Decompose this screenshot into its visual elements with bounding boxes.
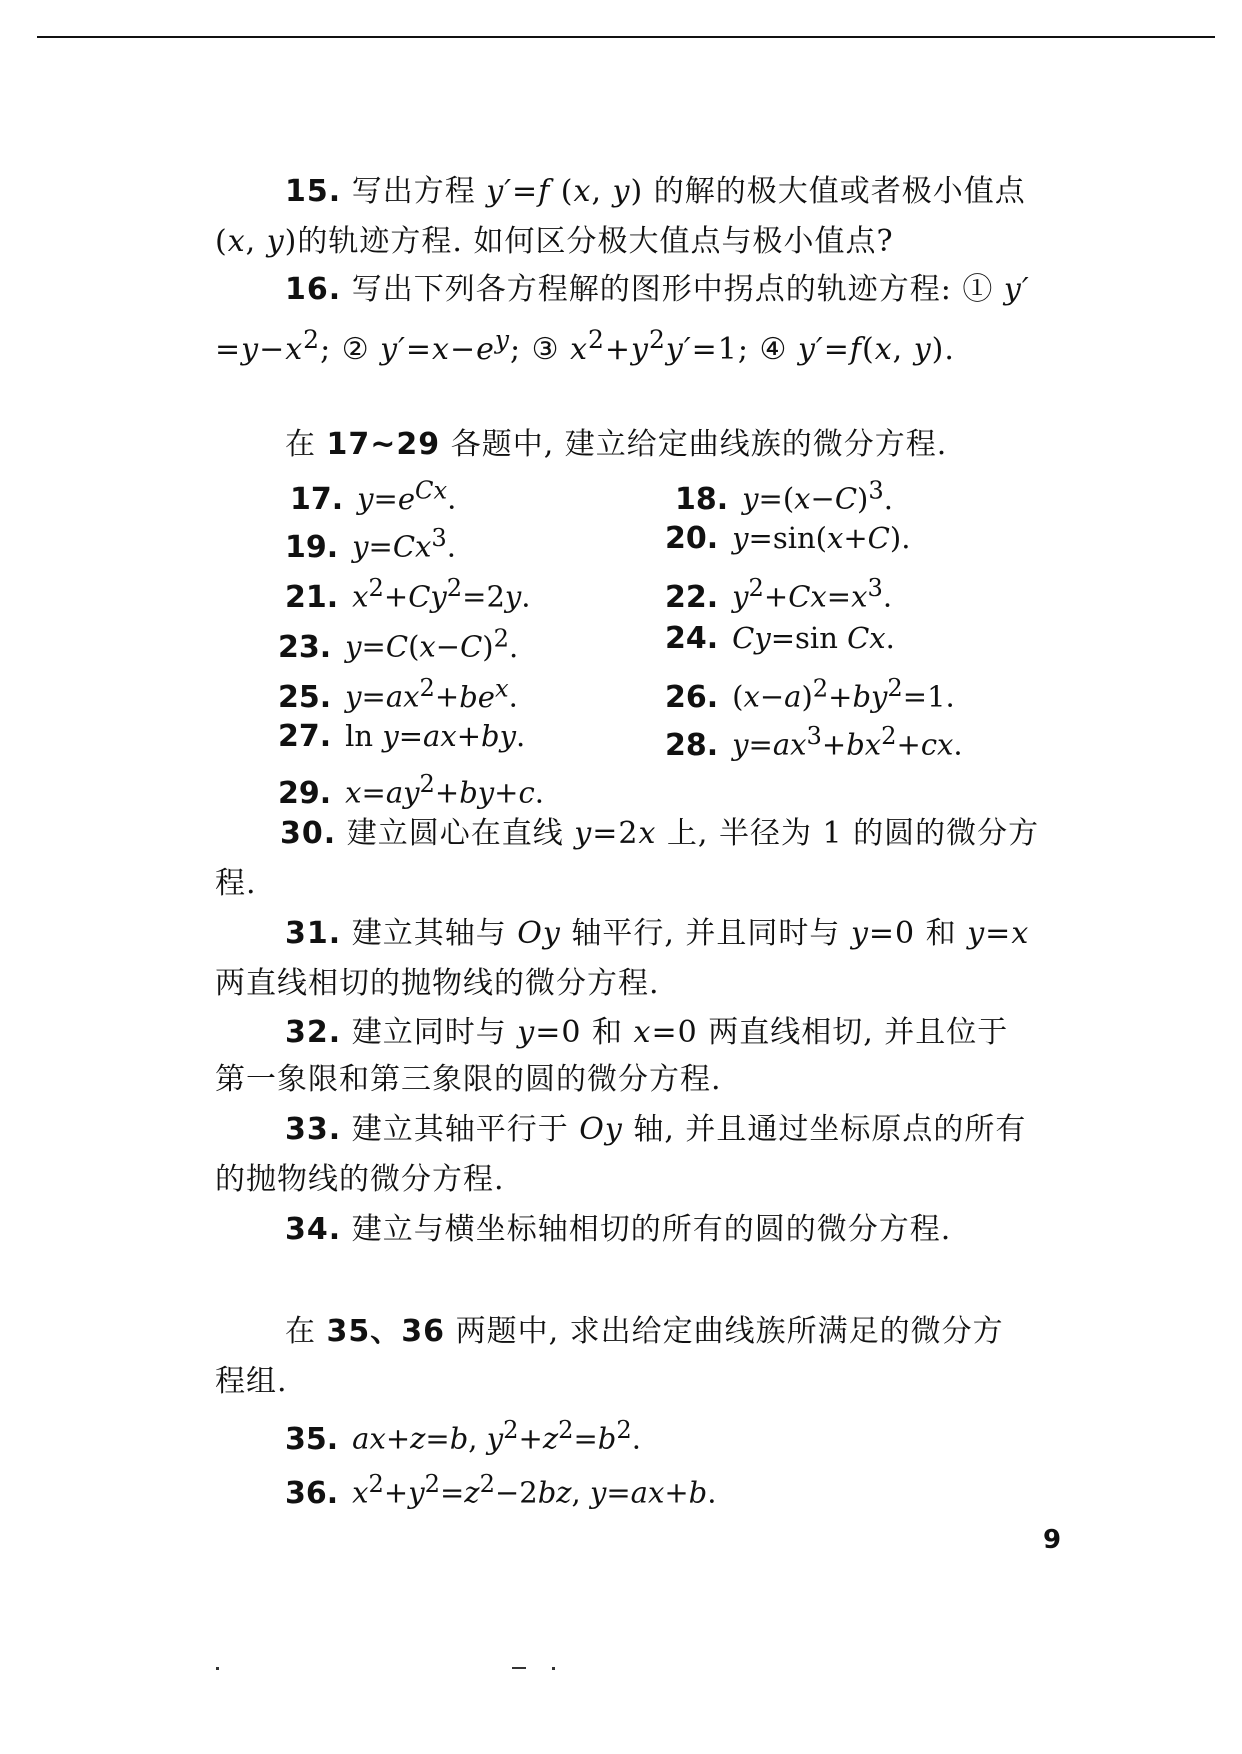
problem-25: 25. $y=ax^2+be^x$. (278, 674, 518, 715)
problem-18: 18. $y=(x-C)^3$. (675, 476, 893, 517)
problem-30-line1: 30. 建立圆心在直线 y=2x 上, 半径为 1 的圆的微分方 (280, 816, 1040, 851)
problem-16-line2: $=y-x^2$; ② $y'=x-e^y$; ③ $x^2+y^2y'=1$; ④ y′=f(x, y). (215, 325, 955, 367)
problem-20: 20. y=sin(x+C). (665, 521, 911, 556)
problem-number: 32. (285, 1015, 342, 1050)
scan-speck (216, 1667, 219, 1670)
problem-31-line1: 31. 建立其轴与 Oy 轴平行, 并且同时与 y=0 和 y=x (285, 916, 1030, 951)
problem-15-line2: (x, y)的轨迹方程. 如何区分极大值点与极小值点? (215, 224, 894, 259)
problem-number: 34. (285, 1212, 342, 1247)
problem-16-line1: 16. 写出下列各方程解的图形中拐点的轨迹方程: ① y′ (285, 272, 1030, 307)
problem-number: 33. (285, 1112, 342, 1147)
problem-32-line1: 32. 建立同时与 y=0 和 x=0 两直线相切, 并且位于 (285, 1015, 1009, 1050)
problem-number: 16. (285, 272, 342, 307)
problem-27: 27. ln y=ax+by. (278, 719, 526, 754)
problem-33-line2: 的抛物线的微分方程. (215, 1162, 505, 1197)
problem-24: 24. Cy=sin Cx. (665, 621, 895, 656)
section-heading-35-36-line2: 程组. (215, 1364, 288, 1399)
header-rule (37, 36, 1215, 38)
problem-36: 36. $x^2+y^2=z^2-2bz$, y=ax+b. (285, 1470, 717, 1511)
scan-speck (552, 1667, 555, 1670)
problem-21: 21. $x^2+Cy^2=2y$. (285, 574, 531, 615)
page-number: 9 (1043, 1525, 1062, 1555)
problem-32-line2: 第一象限和第三象限的圆的微分方程. (215, 1062, 722, 1097)
problem-23: 23. $y=C(x-C)^2$. (278, 624, 519, 665)
problem-17: 17. $y=e^{Cx}$. (290, 476, 457, 517)
problem-29: 29. $x=ay^2+by+c$. (278, 770, 544, 811)
problem-26: 26. $(x-a)^2+by^2=1$. (665, 674, 955, 715)
problem-31-line2: 两直线相切的抛物线的微分方程. (215, 966, 660, 1001)
section-heading-17-29: 在 17~29 各题中, 建立给定曲线族的微分方程. (285, 427, 948, 462)
problem-30-line2: 程. (215, 866, 257, 901)
scan-speck (512, 1667, 526, 1669)
problem-19: 19. $y=Cx^3$. (285, 524, 456, 565)
problem-22: 22. $y^2+Cx=x^3$. (665, 574, 893, 615)
problem-33-line1: 33. 建立其轴平行于 Oy 轴, 并且通过坐标原点的所有 (285, 1112, 1027, 1147)
problem-number: 15. (285, 174, 342, 209)
problem-15-line1: 15. 写出方程 y′=f (x, y) 的解的极大值或者极小值点 (285, 174, 1026, 209)
section-heading-35-36-line1: 在 35、36 两题中, 求出给定曲线族所满足的微分方 (285, 1314, 1004, 1349)
problem-28: 28. $y=ax^3+bx^2+cx$. (665, 722, 963, 763)
problem-number: 30. (280, 816, 337, 851)
problem-35: 35. ax+z=b, $y^2+z^2=b^2$. (285, 1416, 641, 1457)
problem-34-line1: 34. 建立与横坐标轴相切的所有的圆的微分方程. (285, 1212, 952, 1247)
problem-number: 31. (285, 916, 342, 951)
